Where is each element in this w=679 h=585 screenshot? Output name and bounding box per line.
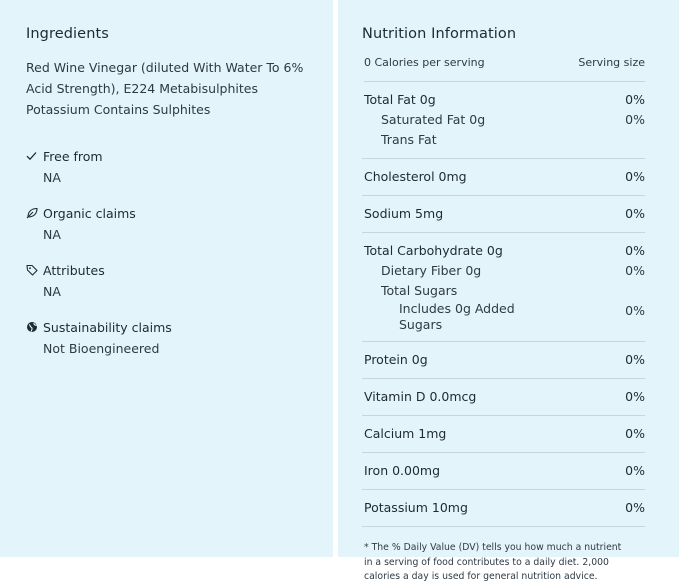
serving-row [364,56,645,82]
daily-value: 0% [625,389,645,404]
tag-icon [26,263,43,277]
ingredients-title: Ingredients [26,26,109,42]
nutrient-label: Total Fat 0g [364,92,436,107]
nutrient-group [362,453,645,490]
nutrient-label: Sodium 5mg [364,206,444,221]
claim-label: Attributes [43,262,105,278]
nutrient-group [362,416,645,453]
claim-label: Sustainability claims [43,319,172,335]
daily-value: 0% [625,112,645,127]
daily-value: 0% [625,500,645,515]
nutrient-row [364,167,645,187]
nutrient-row [364,90,645,110]
nutrition-panel [338,0,679,582]
daily-value: 0% [625,206,645,221]
nutrient-row [364,461,645,481]
claim-attributes [26,260,333,300]
daily-value: 0% [625,92,645,107]
nutrient-row [364,130,645,150]
claim-value: NA [43,284,61,299]
nutrition-table [362,82,645,527]
calories-label: 0 Calories per serving [364,56,485,69]
daily-value: 0% [625,263,645,278]
nutrient-row [364,350,645,370]
nutrient-group [362,342,645,379]
nutrition-title: Nutrition Information [362,26,517,42]
nutrient-label: Includes 0g Added Sugars [399,301,515,332]
nutrient-row [364,301,645,333]
claim-value: NA [43,227,61,242]
daily-value: 0% [625,352,645,367]
nutrient-row [364,261,645,281]
nutrient-label: Calcium 1mg [364,426,447,441]
nutrient-label: Cholesterol 0mg [364,169,467,184]
nutrient-label: Dietary Fiber 0g [381,263,482,278]
claim-label: Free from [43,148,103,164]
nutrient-row [364,241,645,261]
nutrient-row [364,498,645,518]
nutrient-label: Vitamin D 0.0mcg [364,389,477,404]
serving-size-label: Serving size [578,56,645,69]
daily-value: 0% [625,169,645,184]
nutrient-row [364,387,645,407]
nutrient-label: Saturated Fat 0g [381,112,486,127]
globe-icon [26,320,43,334]
nutrient-group [362,159,645,196]
claim-free-from [26,146,333,186]
nutrient-label: Total Sugars [381,283,458,298]
claim-sustainability [26,317,333,357]
leaf-icon [26,206,43,220]
nutrient-group [362,82,645,159]
daily-value: 0% [625,303,645,318]
nutrient-group [362,233,645,342]
nutrient-label: Iron 0.00mg [364,463,441,478]
nutrient-row [364,281,645,301]
claim-value: NA [43,170,61,185]
nutrient-group [362,196,645,233]
nutrient-row [364,424,645,444]
claim-organic [26,203,333,243]
claim-label: Organic claims [43,205,136,221]
claim-value: Not Bioengineered [43,341,160,356]
daily-value: 0% [625,243,645,258]
check-icon [26,149,43,163]
nutrient-row [364,204,645,224]
nutrient-label: Total Carbohydrate 0g [364,243,503,258]
dv-footnote: * The % Daily Value (DV) tells you how much a nutrient in a serving of food contributes to a daily diet. 2,000 calories a day is used for general nutrition advice. [364,542,622,582]
nutrient-label: Trans Fat [381,132,437,147]
nutrient-label: Protein 0g [364,352,428,367]
ingredients-panel [0,0,333,557]
nutrient-group [362,490,645,527]
daily-value: 0% [625,463,645,478]
nutrient-label: Potassium 10mg [364,500,468,515]
ingredients-text: Red Wine Vinegar (diluted With Water To 6% Acid Strength), E224 Metabisulphites Potassium Contains Sulphites [26,60,304,117]
daily-value: 0% [625,426,645,441]
nutrient-row [364,110,645,130]
nutrient-group [362,379,645,416]
claims-list [26,146,333,357]
